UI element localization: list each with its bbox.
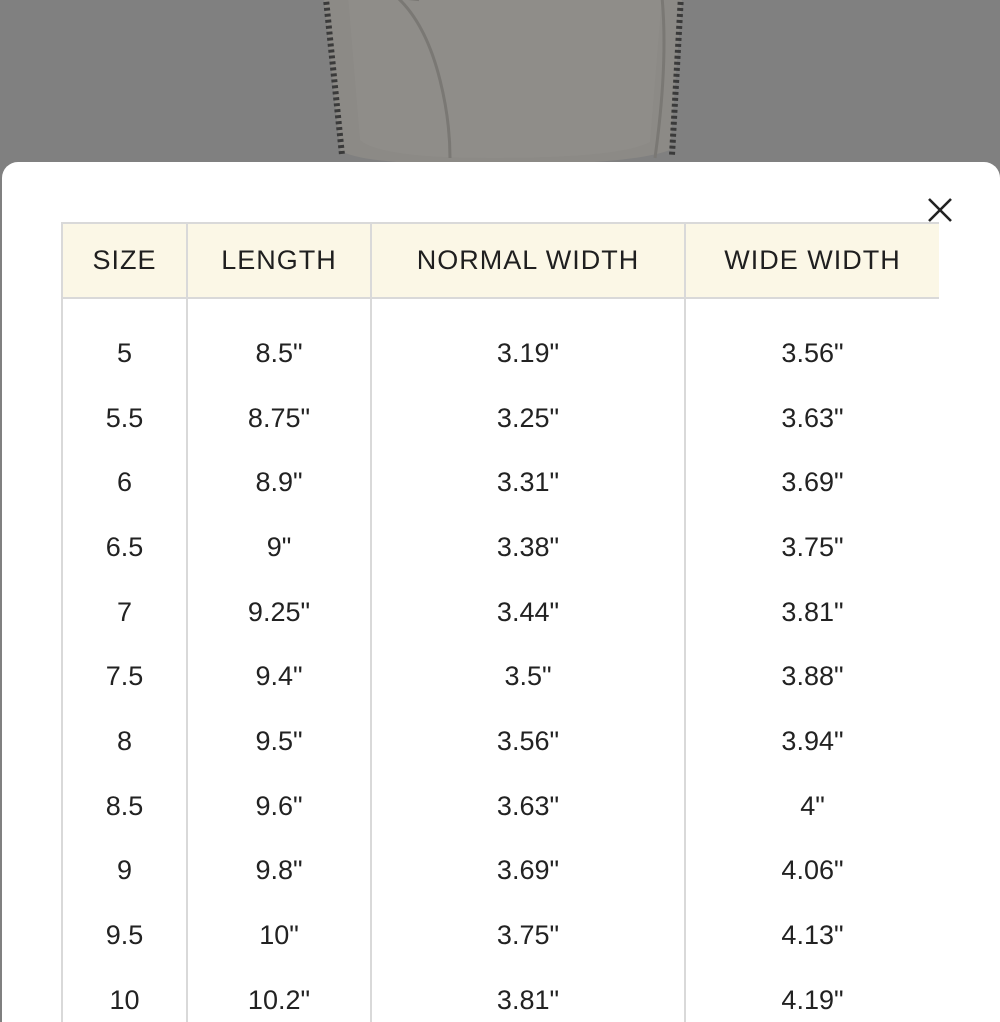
size-cell: 5.5	[62, 386, 187, 451]
size-cell: 10	[62, 968, 187, 1022]
close-button[interactable]	[922, 192, 958, 228]
length-cell: 8.9"	[187, 450, 371, 515]
normal-width-cell: 3.56"	[371, 709, 685, 774]
normal-width-cell: 3.81"	[371, 968, 685, 1022]
wide-width-cell: 3.94"	[685, 709, 939, 774]
table-row	[62, 968, 939, 1022]
table-row	[62, 644, 939, 709]
table-row	[62, 580, 939, 645]
column-header-wide-width: WIDE WIDTH	[685, 223, 939, 298]
wide-width-cell: 3.63"	[685, 386, 939, 451]
normal-width-cell: 3.25"	[371, 386, 685, 451]
size-cell: 5	[62, 298, 187, 386]
normal-width-cell: 3.19"	[371, 298, 685, 386]
table-row	[62, 774, 939, 839]
length-cell: 9.6"	[187, 774, 371, 839]
length-cell: 10.2"	[187, 968, 371, 1022]
normal-width-cell: 3.69"	[371, 839, 685, 904]
wide-width-cell: 3.56"	[685, 298, 939, 386]
wide-width-cell: 3.75"	[685, 515, 939, 580]
size-cell: 6	[62, 450, 187, 515]
wide-width-cell: 3.88"	[685, 644, 939, 709]
column-header-normal-width: NORMAL WIDTH	[371, 223, 685, 298]
wide-width-cell: 4.06"	[685, 839, 939, 904]
size-cell: 8	[62, 709, 187, 774]
length-cell: 9.4"	[187, 644, 371, 709]
table-row	[62, 386, 939, 451]
size-chart-table	[61, 222, 939, 1022]
wide-width-cell: 4.19"	[685, 968, 939, 1022]
table-body	[62, 298, 939, 1022]
column-header-length: LENGTH	[187, 223, 371, 298]
length-cell: 9.25"	[187, 580, 371, 645]
size-cell: 6.5	[62, 515, 187, 580]
table-row	[62, 450, 939, 515]
size-cell: 9	[62, 839, 187, 904]
table-row	[62, 903, 939, 968]
normal-width-cell: 3.63"	[371, 774, 685, 839]
length-cell: 9.8"	[187, 839, 371, 904]
normal-width-cell: 3.31"	[371, 450, 685, 515]
table-row	[62, 709, 939, 774]
wide-width-cell: 3.81"	[685, 580, 939, 645]
size-cell: 7	[62, 580, 187, 645]
table-header-row	[62, 223, 939, 298]
wide-width-cell: 4.13"	[685, 903, 939, 968]
normal-width-cell: 3.38"	[371, 515, 685, 580]
table-row	[62, 298, 939, 386]
size-cell: 9.5	[62, 903, 187, 968]
column-header-size: SIZE	[62, 223, 187, 298]
length-cell: 9"	[187, 515, 371, 580]
length-cell: 8.75"	[187, 386, 371, 451]
table-row	[62, 839, 939, 904]
normal-width-cell: 3.5"	[371, 644, 685, 709]
wide-width-cell: 3.69"	[685, 450, 939, 515]
close-icon	[926, 196, 954, 224]
size-cell: 7.5	[62, 644, 187, 709]
size-chart	[61, 222, 939, 1022]
table-row	[62, 515, 939, 580]
length-cell: 8.5"	[187, 298, 371, 386]
length-cell: 9.5"	[187, 709, 371, 774]
wide-width-cell: 4"	[685, 774, 939, 839]
normal-width-cell: 3.75"	[371, 903, 685, 968]
normal-width-cell: 3.44"	[371, 580, 685, 645]
size-cell: 8.5	[62, 774, 187, 839]
length-cell: 10"	[187, 903, 371, 968]
